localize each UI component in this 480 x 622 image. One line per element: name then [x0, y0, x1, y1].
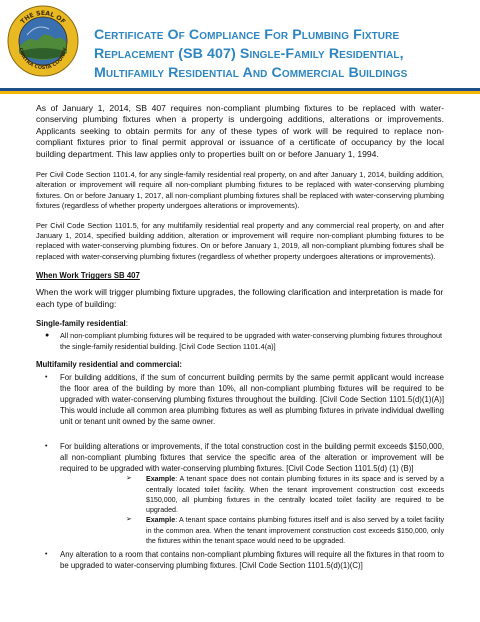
list-item — [36, 549, 444, 571]
list-item-text: All non-compliant plumbing fixtures will be required to be upgraded with water-conserving plumbing fixtures throughout the single-family residential building. [Civil Code Section 1101.4(a)] — [60, 331, 443, 351]
multifamily-list-continued — [36, 549, 444, 571]
multifamily-heading: Multifamily residential and commercial: — [36, 360, 183, 370]
single-family-heading-text: Single-family residential — [36, 319, 126, 329]
example-item — [36, 515, 444, 546]
single-family-heading — [36, 319, 444, 328]
list-item — [36, 331, 444, 352]
document-title — [94, 26, 474, 83]
list-item-text: For building alterations or improvements, if the total construction cost in the building permit exceeds $150,000, all non-compliant plumbing fixtures that service the specific area of the alteration or improvement will be required to be upgraded with water-conserving plumbing fixtures. [Civil Code Section 1101.5(d) (1) (B)] — [60, 442, 444, 474]
intro-paragraph: As of January 1, 2014, SB 407 requires non-compliant plumbing fixtures to be replaced with water-conserving plumbing fixtures when a property is undergoing additions, alterations or improvements. Applicants seeking to obtain permits for any of these types of work will be required to replace non-compliant fixtures prior to final permit approval or issuance of a certificate of occupancy by the local building department. This law applies only to properties built on or before January 1, 1994. — [36, 103, 444, 159]
document-header — [0, 0, 480, 88]
list-item — [36, 441, 444, 474]
arrow-bullet-icon: ➢ — [126, 516, 132, 524]
arrow-bullet-icon: ➢ — [126, 475, 132, 483]
bullet-icon: ● — [45, 332, 50, 340]
list-item-text: Any alteration to a room that contains non-compliant plumbing fixtures will require all the fixtures in that room to be upgraded to water-conserving plumbing fixtures. [Civil Code Section 1101.5(d)(1)(C)] — [60, 550, 444, 571]
heading-colon: : — [125, 319, 128, 329]
multifamily-paragraph: Per Civil Code Section 1101.5, for any multifamily residential real property and any commercial real property, on and after January 1, 2014, specified building addition, alteration or improvement will require non-compliant plumbing fixtures to be replaced with water-conserving plumbing fixtures. On or before January 1, 2019, all non-compliant plumbing fixtures shall be replaced with water-conserving plumbing fixtures (regardless of whether property undergoes alterations or improvements). — [36, 220, 444, 261]
list-item — [36, 372, 444, 427]
title-line-2: Replacement (SB 407) Single-Family Residential, — [94, 46, 404, 62]
single-family-list — [36, 331, 444, 352]
svg-text:CONTRA COSTA COUNTY: CONTRA COSTA COUNTY — [17, 47, 69, 72]
example-item — [36, 474, 444, 515]
svg-text:THE SEAL OF: THE SEAL OF — [19, 9, 67, 26]
county-seal-logo — [7, 5, 79, 77]
header-rule-gold — [0, 91, 480, 94]
example-label: Example — [146, 475, 176, 484]
single-family-paragraph: Per Civil Code Section 1101.4, for any single-family residential real property, on and after January 1, 2014, building addition, alteration or improvement will require all non-compliant plumbing fixtures to be replaced with water-conserving plumbing fixtures. On or before January 1, 2017, all non-compliant plumbing fixtures shall be replaced with water-conserving plumbing fixtures (regardless of whether property undergoes alterations or improvements). — [36, 170, 444, 211]
bullet-icon: • — [45, 443, 48, 451]
title-line-3: Multifamily Residential And Commercial Buildings — [94, 65, 408, 81]
bullet-icon: • — [45, 551, 48, 559]
document-body — [36, 103, 444, 571]
section-intro: When the work will trigger plumbing fixture upgrades, the following clarification and interpretation is made for each type of building: — [36, 287, 444, 309]
list-item-text: For building additions, if the sum of concurrent building permits by the same permit applicant would increase the floor area of the building by more than 10%, all non-compliant plumbing fixtures will be required to be upgraded with water-conserving plumbing fixtures throughout the building. [Civil Code Section 1101.5(d)(1)(A)] This would include all common area plumbing fixtures as well as plumbing fixtures in private individual dwelling unit or tenant unit owned by the same owner. — [60, 373, 444, 427]
title-line-1: Certificate Of Compliance For Plumbing Fixture — [94, 27, 400, 43]
bullet-icon: • — [45, 374, 48, 382]
multifamily-list — [36, 372, 444, 474]
example-text: : A tenant space contains plumbing fixtures itself and is also served by a toilet facility in the common area. When the tenant improvement construction cost exceeds $150,000, only the fixtures within the tenant space would need to be upgraded. — [146, 516, 444, 546]
section-heading: When Work Triggers SB 407 — [36, 271, 140, 281]
example-text: : A tenant space does not contain plumbing fixtures in its space and is served by a centrally located toilet facility. When the tenant improvement construction cost exceeds $150,000, all plumbing fixtures in the centrally located toilet facility are required to be upgraded. — [146, 475, 444, 515]
examples-list — [36, 474, 444, 546]
example-label: Example — [146, 516, 176, 525]
